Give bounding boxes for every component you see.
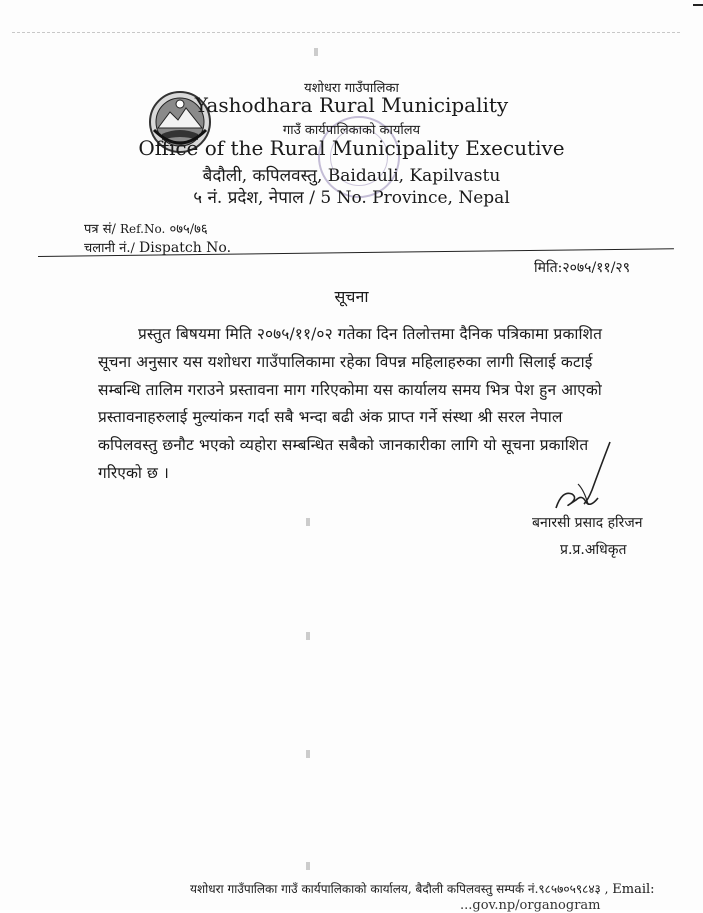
body-line: सूचना अनुसार यस यशोधरा गाउँपालिकामा रहेका विपन्न महिलाहरुका लागी सिलाई कटाई	[98, 353, 593, 371]
footer-contact	[190, 880, 655, 897]
scan-corner-mark	[693, 4, 703, 6]
signer-name: बनारसी प्रसाद हरिजन	[532, 515, 643, 531]
signer-title: प्र.प्र.अधिकृत	[560, 542, 627, 558]
body-line: प्रस्तुत बिषयमा मिति २०७५/११/०२ गतेका दिन तिलोत्तमा दैनिक पत्रिकामा प्रकाशित	[138, 325, 603, 343]
dispatch-label-np: चलानी नं./	[84, 241, 135, 256]
scan-speck	[306, 518, 310, 526]
ref-label-np: पत्र सं/	[84, 222, 116, 237]
scan-speck	[306, 632, 310, 640]
footer-email-label: Email:	[612, 882, 655, 897]
header-office-en: Office of the Rural Municipality Executive	[138, 136, 565, 160]
ref-label-en: Ref.No.	[120, 222, 166, 236]
body-line: प्रस्तावनाहरुलाई मुल्यांकन गर्दा सबै भन्दा बढी अंक प्राप्त गर्ने संस्था श्री सरल नेपाल	[98, 408, 563, 426]
scan-speck	[314, 48, 318, 56]
reference-number	[84, 219, 208, 237]
header-office-np: गाउँ कार्यपालिकाको कार्यालय	[282, 123, 421, 138]
ref-value: ०७५/७६	[169, 222, 208, 237]
body-line: कपिलवस्तु छनौट भएको व्यहोरा सम्बन्धित सबैको जानकारीका लागि यो सूचना प्रकाशित	[98, 436, 589, 454]
body-line: सम्बन्धि तालिम गराउने प्रस्तावना माग गरिएकोमा यस कार्यालय समय भित्र पेश हुन आएको	[98, 381, 602, 399]
dispatch-label-en: Dispatch No.	[139, 240, 232, 256]
scan-speck	[306, 862, 310, 870]
body-line: गरिएको छ ।	[98, 464, 169, 482]
scan-top-rule	[12, 32, 680, 33]
footer-text: यशोधरा गाउँपालिका गाउँ कार्यपालिकाको कार्यालय, बैदौली कपिलवस्तु सम्पर्क नं.९८५७०५९८४३ ,	[190, 882, 609, 896]
handwritten-signature	[548, 438, 618, 518]
header-address: बैदौली, कपिलवस्तु, Baidauli, Kapilvastu	[202, 166, 501, 186]
footer-url: ...gov.np/organogram	[460, 898, 601, 913]
header-province: ५ नं. प्रदेश, नेपाल / 5 No. Province, Nepal	[193, 188, 510, 208]
notice-title: सूचना	[334, 287, 369, 306]
header-municipality-np: यशोधरा गाउँपालिका	[304, 81, 399, 96]
document-date: मिति:२०७५/११/२९	[534, 260, 630, 276]
scan-speck	[306, 750, 310, 758]
header-municipality-en: Yashodhara Rural Municipality	[194, 93, 509, 117]
